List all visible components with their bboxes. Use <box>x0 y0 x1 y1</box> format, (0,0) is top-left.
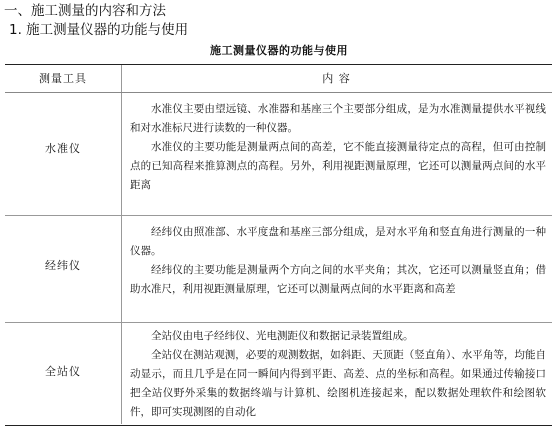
content-paragraph: 水准仪主要由望远镜、水准器和基座三个主要部分组成，是为水准测量提供水平视线和对水准标尺进行读数的一种仪器。 <box>130 103 546 134</box>
instrument-table <box>5 64 552 426</box>
content-paragraph: 经纬仪的主要功能是测量两个方向之间的水平夹角；其次，它还可以测量竖直角；借助水准尺，利用视距测量原理，它还可以测量两点间的水平距离和高差 <box>130 264 546 295</box>
column-divider <box>121 93 122 215</box>
tool-name-level: 水准仪 <box>45 142 81 155</box>
content-paragraph: 经纬仪由照准部、水平度盘和基座三部分组成，是对水平角和竖直角进行测量的一种仪器。 <box>130 226 546 257</box>
header-tool: 测量工具 <box>39 72 87 85</box>
content-cell <box>130 327 546 422</box>
content-cell <box>130 100 546 195</box>
column-divider <box>121 216 122 322</box>
column-divider <box>121 323 122 424</box>
content-paragraph: 水准仪的主要功能是测量两点间的高差，它不能直接测量待定点的高程，但可由控制点的已知高程来推算测点的高程。另外，利用视距测量原理，它还可以测量两点间的水平距离 <box>130 141 546 191</box>
content-paragraph: 全站仪在测站观测，必要的观测数据，如斜距、天顶距（竖直角）、水平角等，均能自动显示，而且几乎是在同一瞬间内得到平距、高差、点的坐标和高程。如果通过传输接口把全站仪野外采集的数据终端与计算机、绘图机连接起来，配以数据处理软件和绘图软件，即可实现测图的自动化 <box>130 349 546 418</box>
table-row <box>5 323 552 424</box>
table-row <box>5 216 552 323</box>
tool-name-total-station: 全站仪 <box>45 365 81 378</box>
table-row <box>5 93 552 216</box>
content-cell <box>130 223 546 299</box>
tool-name-theodolite: 经纬仪 <box>45 259 81 272</box>
subsection-heading: 1. 施工测量仪器的功能与使用 <box>9 22 189 38</box>
section-heading: 一、施工测量的内容和方法 <box>4 3 166 19</box>
table-title: 施工测量仪器的功能与使用 <box>210 44 348 57</box>
header-content: 内 容 <box>322 72 351 85</box>
content-paragraph: 全站仪由电子经纬仪、光电测距仪和数据记录装置组成。 <box>151 330 414 342</box>
table-header-row <box>5 65 552 93</box>
